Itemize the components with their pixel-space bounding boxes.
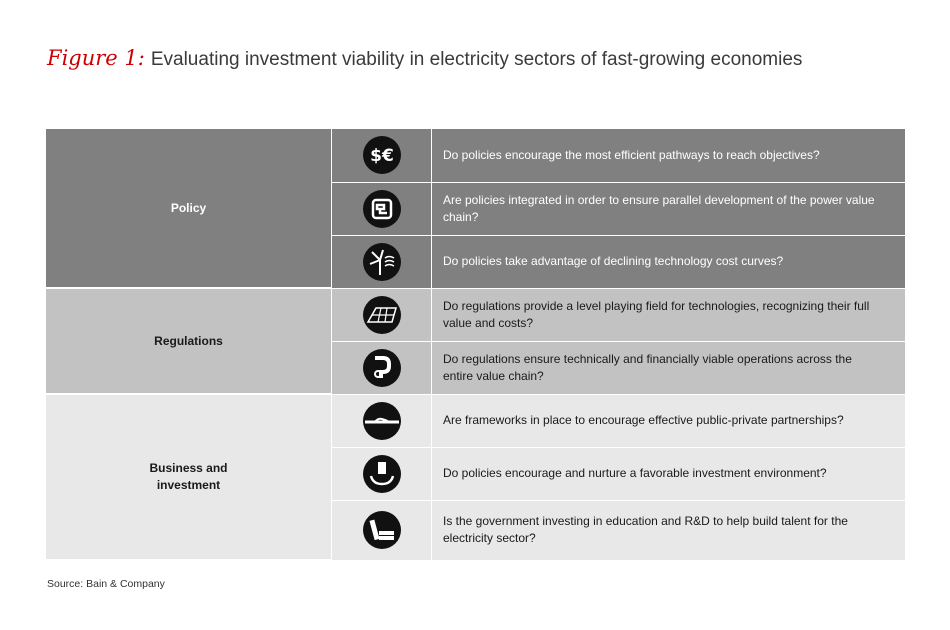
figure-label: Figure 1: <box>47 46 145 70</box>
source-note: Source: Bain & Company <box>47 578 165 590</box>
table-row <box>46 394 905 447</box>
question-text: Do regulations ensure technically and financially viable operations across the entire value chain? <box>432 341 906 394</box>
nurture-hands-icon <box>362 454 402 494</box>
figure-title <box>47 46 802 71</box>
integration-icon <box>362 189 402 229</box>
category-policy: Policy <box>46 129 332 288</box>
books-icon <box>362 510 402 550</box>
question-text: Do policies take advantage of declining technology cost curves? <box>432 235 906 288</box>
svg-text:$€: $€ <box>369 146 394 167</box>
table-row <box>46 129 905 182</box>
table-row <box>46 288 905 341</box>
solar-panel-icon <box>362 295 402 335</box>
question-text: Do policies encourage and nurture a favorable investment environment? <box>432 447 906 500</box>
question-text: Is the government investing in education and R&D to help build talent for the electricity sector? <box>432 500 906 560</box>
wind-turbine-icon <box>362 242 402 282</box>
question-text: Are policies integrated in order to ensure parallel development of the power value chain? <box>432 182 906 235</box>
figure-title-text: Evaluating investment viability in electricity sectors of fast-growing economies <box>150 49 803 70</box>
pipeline-icon <box>362 348 402 388</box>
evaluation-table <box>46 129 905 561</box>
handshake-icon <box>362 401 402 441</box>
currency-icon <box>362 135 402 175</box>
category-business-investment: Business and investment <box>46 394 332 560</box>
question-text: Do regulations provide a level playing field for technologies, recognizing their full value and costs? <box>432 288 906 341</box>
question-text: Are frameworks in place to encourage effective public-private partnerships? <box>432 394 906 447</box>
question-text: Do policies encourage the most efficient pathways to reach objectives? <box>432 129 906 182</box>
category-regulations: Regulations <box>46 288 332 394</box>
